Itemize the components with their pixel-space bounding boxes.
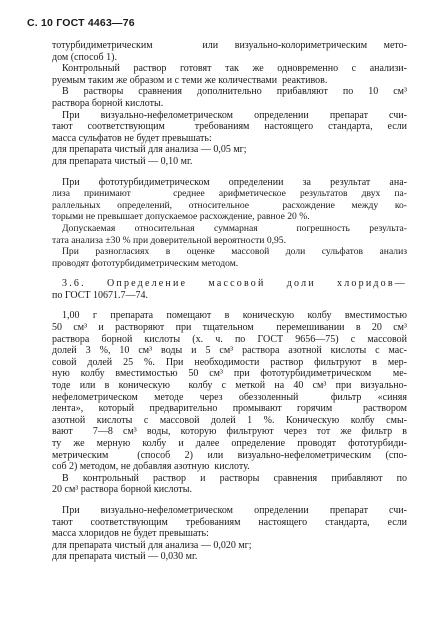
text-line: В растворы сравнения дополнительно прибавляют по 10 см³ [62, 86, 407, 98]
text-line: 3.6. Определение массовой доли хлоридов— [62, 278, 407, 290]
text-line: тата анализа ±30 % при доверительной вероятности 0,95. [52, 234, 287, 246]
text-line: Допускаемая относительная суммарная погрешность результа- [62, 222, 407, 234]
text-line: руемым таким же образом и с теми же количествами реактивов. [52, 74, 328, 86]
text-line: азотной кислоты с массовой долей 1 %. Коническую колбу смы- [52, 414, 407, 426]
text-line: раствора борной кислоты. [52, 97, 164, 109]
text-line: Контрольный раствор готовят так же одновременно с анализи- [62, 63, 407, 75]
text-line: нефелометрическом методе через обеззоленный фильтр «синяя [52, 391, 407, 403]
text-line: 50 см³ и растворяют при тщательном перемешивании в 20 см³ [52, 322, 407, 334]
text-line: тают соответствующим требованиям настоящего стандарта, если [52, 516, 407, 528]
paragraph-gap [52, 168, 407, 177]
text-line: для препарата чистый — 0,030 мг. [52, 551, 198, 563]
text-line: При визуально-нефелометрическом определении препарат счи- [62, 109, 407, 121]
text-line: тают соответствующим требованиям настоящего стандарта, если [52, 121, 407, 133]
text-line: ную колбу вместимостью 50 см³ при фототурбидиметрическом ме- [52, 368, 407, 380]
text-line: масса хлоридов не будет превышать: [52, 528, 209, 540]
text-line: лента», который предварительно промывают горячим раствором [52, 403, 407, 415]
document-body [52, 40, 407, 563]
text-line: При фототурбидиметрическом определении за результат ана- [62, 176, 407, 188]
text-line: долей 3 %, 10 см³ воды и 5 см³ раствора азотной кислоты с мас- [52, 345, 407, 357]
text-line: метрическим (способ 2) или визуально-нефелометрическим (спо- [52, 449, 407, 461]
text-line: В контрольный раствор и растворы сравнения прибавляют по [62, 472, 407, 484]
text-line: по ГОСТ 10671.7—74. [52, 289, 149, 301]
text-line: дом (способ 1). [52, 51, 117, 63]
text-line: 20 см³ раствора борной кислоты. [52, 484, 192, 496]
text-line: раствора борной кислоты (х. ч. по ГОСТ 9656—75) с массовой [52, 333, 407, 345]
text-line: тотурбидиметрическим или визуально-колориметрическим мето- [52, 40, 407, 51]
page-header: С. 10 ГОСТ 4463—76 [27, 17, 135, 29]
text-line: лиза принимают среднее арифметическое результатов двух па- [52, 188, 407, 200]
text-line: для препарата чистый для анализа — 0,05 мг; [52, 144, 247, 156]
paragraph-gap [52, 496, 407, 505]
text-line: совой долей 25 %. При необходимости раствор фильтруют в мер- [52, 356, 407, 368]
text-line: для препарата чистый — 0,10 мг. [52, 155, 193, 167]
text-line: соб 2) методом, не добавляя азотную кислоту. [52, 461, 250, 473]
text-line: При визуально-нефелометрическом определении препарат счи- [62, 504, 407, 516]
text-line: 1,00 г препарата помещают в коническую колбу вместимостью [62, 310, 407, 322]
text-line: ту же мерную колбу и далее определение проводят фототурбиди- [52, 438, 407, 449]
text-line: торыми не превышает допускаемое расхождение, равное 20 %. [52, 211, 310, 223]
text-line: проводят фототурбидиметрическим методом. [52, 257, 239, 269]
text-line: для препарата чистый для анализа — 0,020 мг; [52, 539, 252, 551]
text-line: вают 7—8 см³ воды, которую фильтруют через тот же фильтр в [52, 426, 407, 438]
text-line: тоде или в коническую колбу с меткой на 40 см³ при визуально- [52, 380, 407, 392]
text-line: раллельных определений, относительное расхождение между ко- [52, 199, 407, 211]
text-line: При разногласиях в оценке массовой доли сульфатов анализ [62, 246, 407, 258]
text-line: масса сульфатов не будет превышать: [52, 132, 212, 144]
paragraph-gap [52, 269, 407, 278]
paragraph-gap [52, 301, 407, 310]
